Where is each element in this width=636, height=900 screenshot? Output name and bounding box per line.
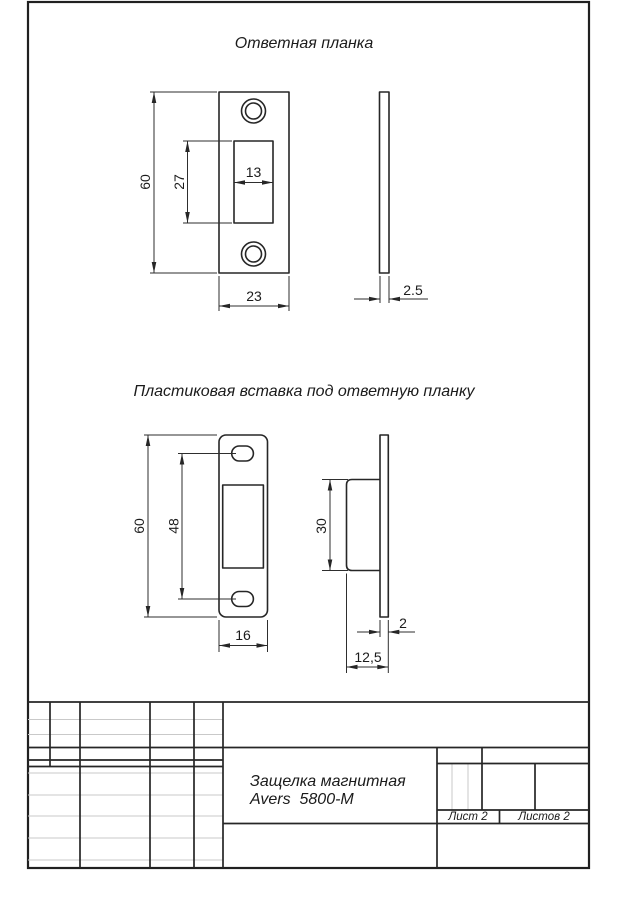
- dimension-slot-spacing: [166, 454, 237, 600]
- product-name-line2: Avers 5800-M: [250, 791, 354, 808]
- screw-hole-top-inner: [246, 103, 262, 119]
- dimension-cutout-height: [171, 141, 232, 223]
- insert-title: Пластиковая вставка под ответную планку: [133, 383, 475, 400]
- dim-label-13: 13: [245, 164, 262, 180]
- title-block: [28, 702, 589, 868]
- insert-side-ledge: [347, 480, 381, 571]
- dim-label-27: 27: [171, 174, 187, 190]
- sheet-frame: [28, 2, 589, 868]
- insert-outline: [219, 435, 268, 617]
- dim-label-23: 23: [246, 288, 262, 304]
- dim-label-60: 60: [137, 174, 153, 190]
- dimension-plate-width: [219, 276, 289, 311]
- dim-label-16: 16: [235, 627, 251, 643]
- dim-label-2: 2: [399, 615, 407, 631]
- dimension-ledge-height: [313, 480, 348, 571]
- strike-plate-title: Ответная планка: [234, 35, 374, 52]
- product-name-line1: Защелка магнитная: [250, 773, 406, 790]
- plate-side-outline: [380, 92, 390, 273]
- insert-side-plate: [380, 435, 388, 617]
- sheets-total-label: Листов 2: [518, 811, 570, 823]
- dim-label-12.5: 12,5: [354, 649, 382, 665]
- dimension-plate-thickness: [354, 276, 428, 303]
- insert-front-view: [219, 435, 268, 617]
- dim-label-30: 30: [313, 518, 329, 534]
- strike-plate-side-view: [380, 92, 390, 273]
- sheet-number-label: Лист 2: [448, 811, 488, 823]
- dim-label-48: 48: [165, 518, 182, 534]
- insert-side-view: [347, 435, 389, 617]
- dimension-cutout-width: [234, 164, 273, 185]
- dim-label-insert-60: 60: [131, 518, 147, 534]
- screw-hole-bottom-inner: [246, 246, 262, 262]
- insert-window: [223, 485, 264, 568]
- dimension-total-depth: [347, 574, 389, 674]
- dimension-insert-width: [219, 620, 268, 652]
- dim-label-2.5: 2.5: [403, 282, 423, 298]
